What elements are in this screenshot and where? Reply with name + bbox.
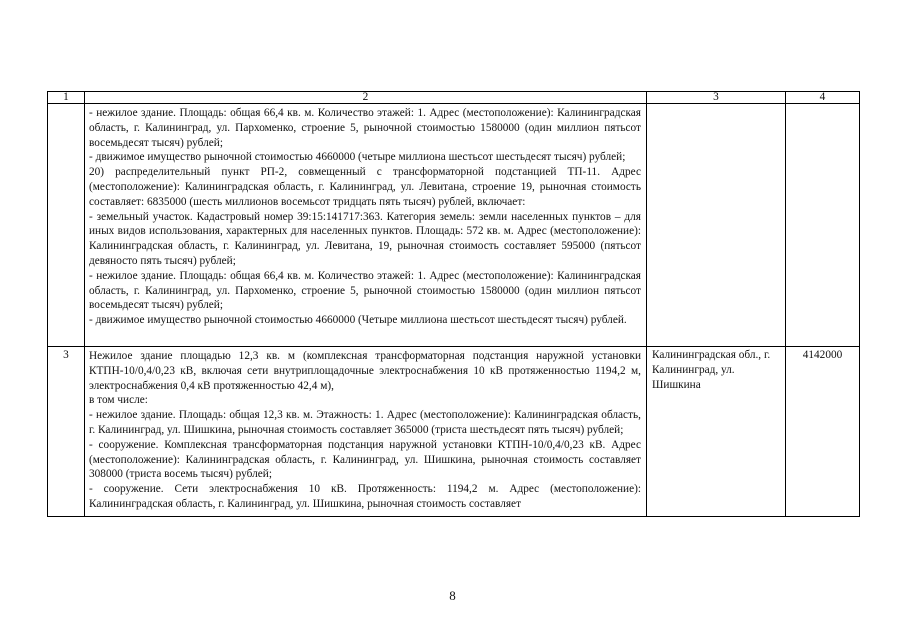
description-paragraph: - нежилое здание. Площадь: общая 66,4 кв. м. Количество этажей: 1. Адрес (местоположение): Калининградская область, г. Калининград, ул. Пархоменко, строение 5, рыночной стоимостью 1580000 (один миллион пятьсот восемьдесят тысяч) рублей;: [89, 107, 641, 149]
description-paragraph: Нежилое здание площадью 12,3 кв. м (комплексная трансформаторная подстанция наружной установки КТПН-10/0,4/0,23 кВ, включая сети внутриплощадочные электроснабжения 10 кВ протяженностью 1194,2 м, электроснабжения 0,4 кВ протяженностью 42,4 м),: [89, 349, 641, 392]
row-value: [786, 104, 860, 347]
description-paragraph: - нежилое здание. Площадь: общая 66,4 кв. м. Количество этажей: 1. Адрес (местоположение): Калининградская область, г. Калининград, ул. Пархоменко, строение 5, рыночной стоимостью 1580000 (один миллион пятьсот восемьдесят тысяч) рублей;: [89, 269, 641, 312]
cell-spacer: [89, 328, 641, 342]
header-row: [48, 92, 860, 104]
header-col-2: 2: [85, 92, 647, 104]
row-location: Калининградская обл., г. Калининград, ул. Шишкина: [647, 346, 786, 516]
description-paragraph: - движимое имущество рыночной стоимостью 4660000 (четыре миллиона шестьсот шестьдесят тысяч) рублей;: [89, 151, 626, 164]
row-value: 4142000: [786, 346, 860, 516]
description-paragraph: в том числе:: [89, 394, 148, 407]
row-number: 3: [48, 346, 85, 516]
page-number: 8: [449, 588, 456, 603]
row-location: [647, 104, 786, 347]
table-row: [48, 346, 860, 516]
description-paragraph: - земельный участок. Кадастровый номер 39:15:141717:363. Категория земель: земли населенных пунктов – для иных видов использования, характерных для населенных пунктов. Площадь: 572 кв. м. Адрес (местоположение): Калининградская область, г. Калининград, ул. Левитана, 19, рыночная стоимость составляет 595000 (пятьсот девяносто пять тысяч) рублей;: [89, 210, 641, 267]
row-number: [48, 104, 85, 347]
row-description: [85, 346, 647, 516]
header-col-1: 1: [48, 92, 85, 104]
header-col-4: 4: [786, 92, 860, 104]
property-table: [47, 91, 860, 517]
description-paragraph: - движимое имущество рыночной стоимостью 4660000 (Четыре миллиона шестьсот шестьдесят тысяч) рублей.: [89, 314, 627, 327]
description-paragraph: - нежилое здание. Площадь: общая 12,3 кв. м. Этажность: 1. Адрес (местоположение): Калининградская область, г. Калининград, ул. Шишкина, рыночная стоимость составляет 365000 (триста шестьдесят пять тысяч) рублей;: [89, 409, 641, 436]
row-description: [85, 104, 647, 347]
description-paragraph: 20) распределительный пункт РП-2, совмещенный с трансформаторной подстанцией ТП-11. Адрес (местоположение): Калининградская область, г. Калининград, ул. Левитана, строение 19, рыночная стоимость составляет: 6835000 (шесть миллионов восемьсот тридцать пять тысяч) рублей, включает:: [89, 166, 641, 208]
description-paragraph: - сооружение. Комплексная трансформаторная подстанция наружной установки КТПН-10/0,4/0,23 кВ. Адрес (местоположение): Калининградская область, г. Калининград, ул. Шишкина, рыночная стоимость составляет 308000 (триста восемь тысяч) рублей;: [89, 438, 641, 481]
header-col-3: 3: [647, 92, 786, 104]
table-row: [48, 104, 860, 347]
description-paragraph: - сооружение. Сети электроснабжения 10 кВ. Протяженность: 1194,2 м. Адрес (местоположение): Калининградская область, г. Калининград, ул. Шишкина, рыночная стоимость составляет: [89, 483, 641, 510]
